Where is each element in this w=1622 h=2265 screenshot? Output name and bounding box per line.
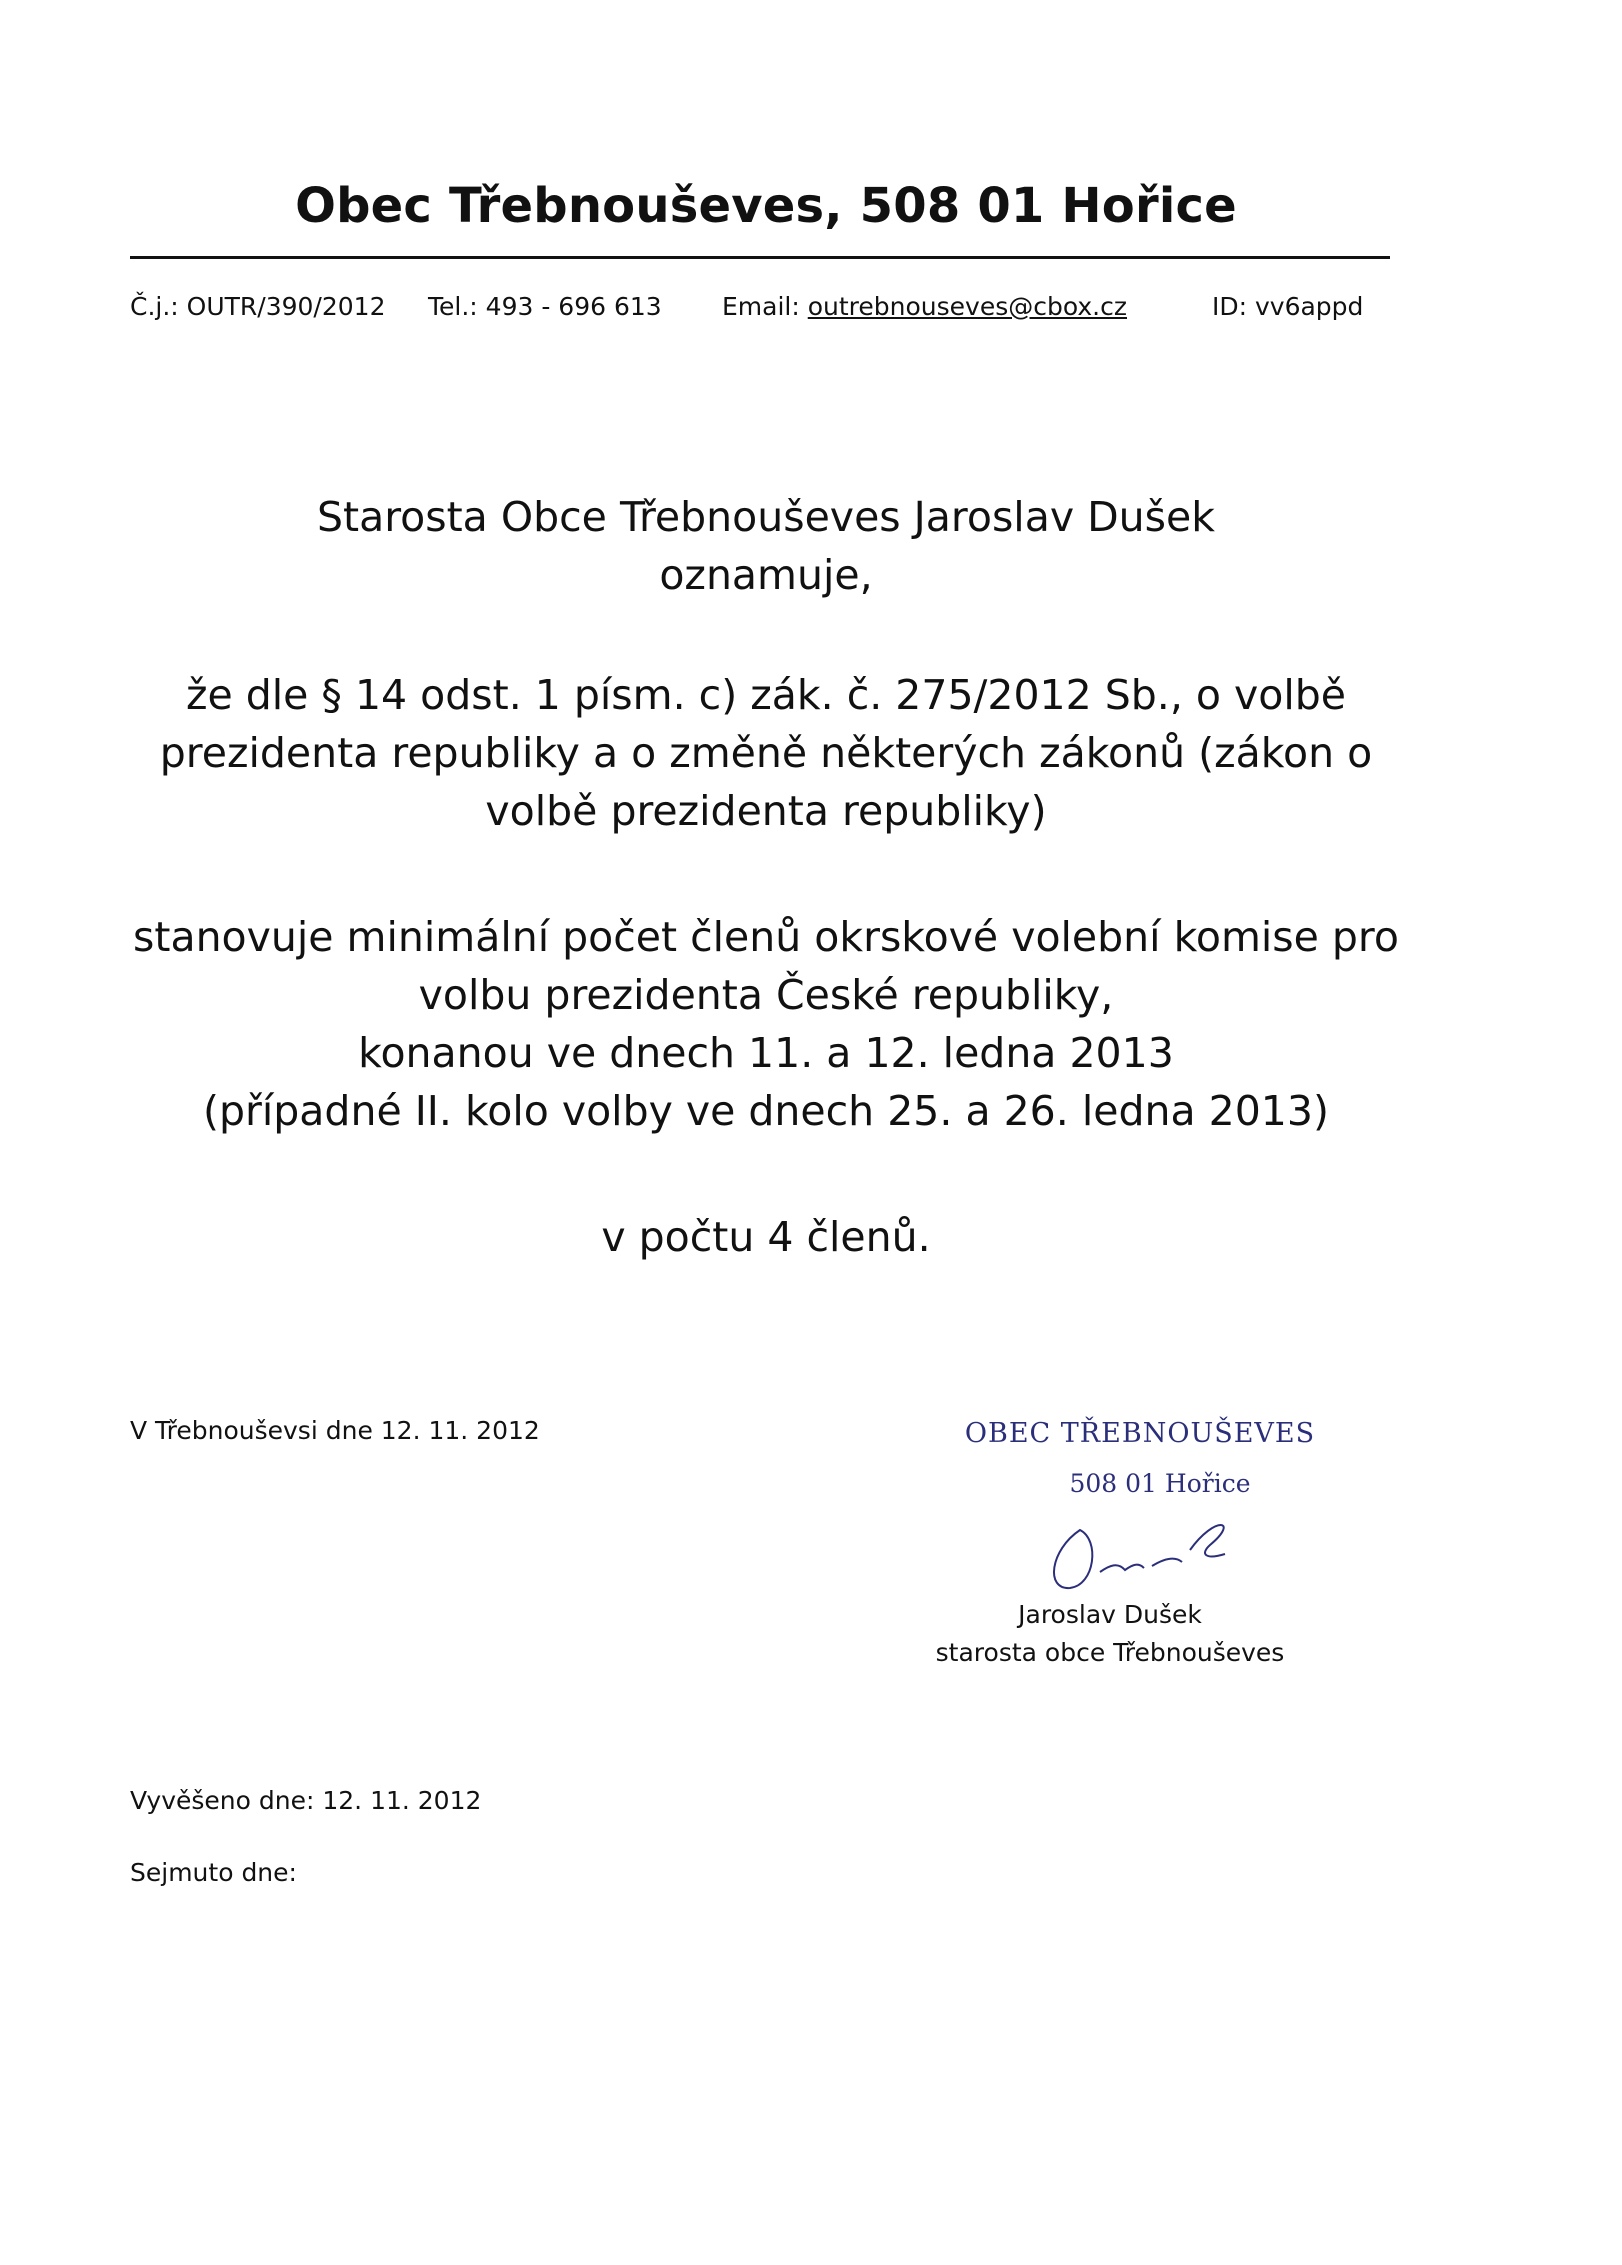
member-count: v počtu 4 členů.: [601, 1213, 931, 1261]
law-reference: [0, 666, 1532, 840]
decision-line: konanou ve dnech 11. a 12. ledna 2013: [358, 1029, 1174, 1077]
decision-line: (případné II. kolo volby ve dnech 25. a 26. ledna 2013): [203, 1087, 1329, 1135]
decision-line: volbu prezidenta České republiky,: [418, 971, 1114, 1019]
law-line: že dle § 14 odst. 1 písm. c) zák. č. 275/2012 Sb., o volbě: [185, 671, 1347, 719]
signer-name: Jaroslav Dušek: [1018, 1600, 1202, 1629]
decision-text: [0, 908, 1532, 1140]
announcer-line: Starosta Obce Třebnouševes Jaroslav Dušek: [316, 493, 1216, 541]
handwritten-signature: [1040, 1510, 1250, 1600]
announces-line: oznamuje,: [659, 551, 873, 599]
municipality-title: Obec Třebnouševes, 508 01 Hořice: [295, 178, 1237, 234]
signer-role: starosta obce Třebnouševes: [935, 1638, 1285, 1667]
email-link[interactable]: outrebnouseves@cbox.cz: [807, 292, 1127, 321]
stamp-address: 508 01 Hořice: [1069, 1469, 1251, 1498]
header-divider: [130, 256, 1390, 259]
posted-date: Vyvěšeno dne: 12. 11. 2012: [130, 1786, 482, 1815]
decision-line: stanovuje minimální počet členů okrskové volební komise pro: [133, 913, 1399, 961]
place-and-date: V Třebnouševsi dne 12. 11. 2012: [130, 1416, 540, 1445]
announcement-header: [0, 488, 1532, 604]
email-label: Email:: [722, 292, 808, 321]
official-stamp: [940, 1418, 1340, 1498]
signer-block: [890, 1596, 1330, 1672]
removed-date: Sejmuto dne:: [130, 1858, 297, 1887]
reference-number: Č.j.: OUTR/390/2012: [130, 292, 386, 321]
law-line: volbě prezidenta republiky): [485, 787, 1047, 835]
law-line: prezidenta republiky a o změně některých zákonů (zákon o: [159, 729, 1373, 777]
phone-number: Tel.: 493 - 696 613: [428, 292, 662, 321]
email-block: [722, 292, 1127, 321]
data-box-id: ID: vv6appd: [1212, 292, 1364, 321]
stamp-name: OBEC TŘEBNOUŠEVES: [964, 1418, 1316, 1449]
